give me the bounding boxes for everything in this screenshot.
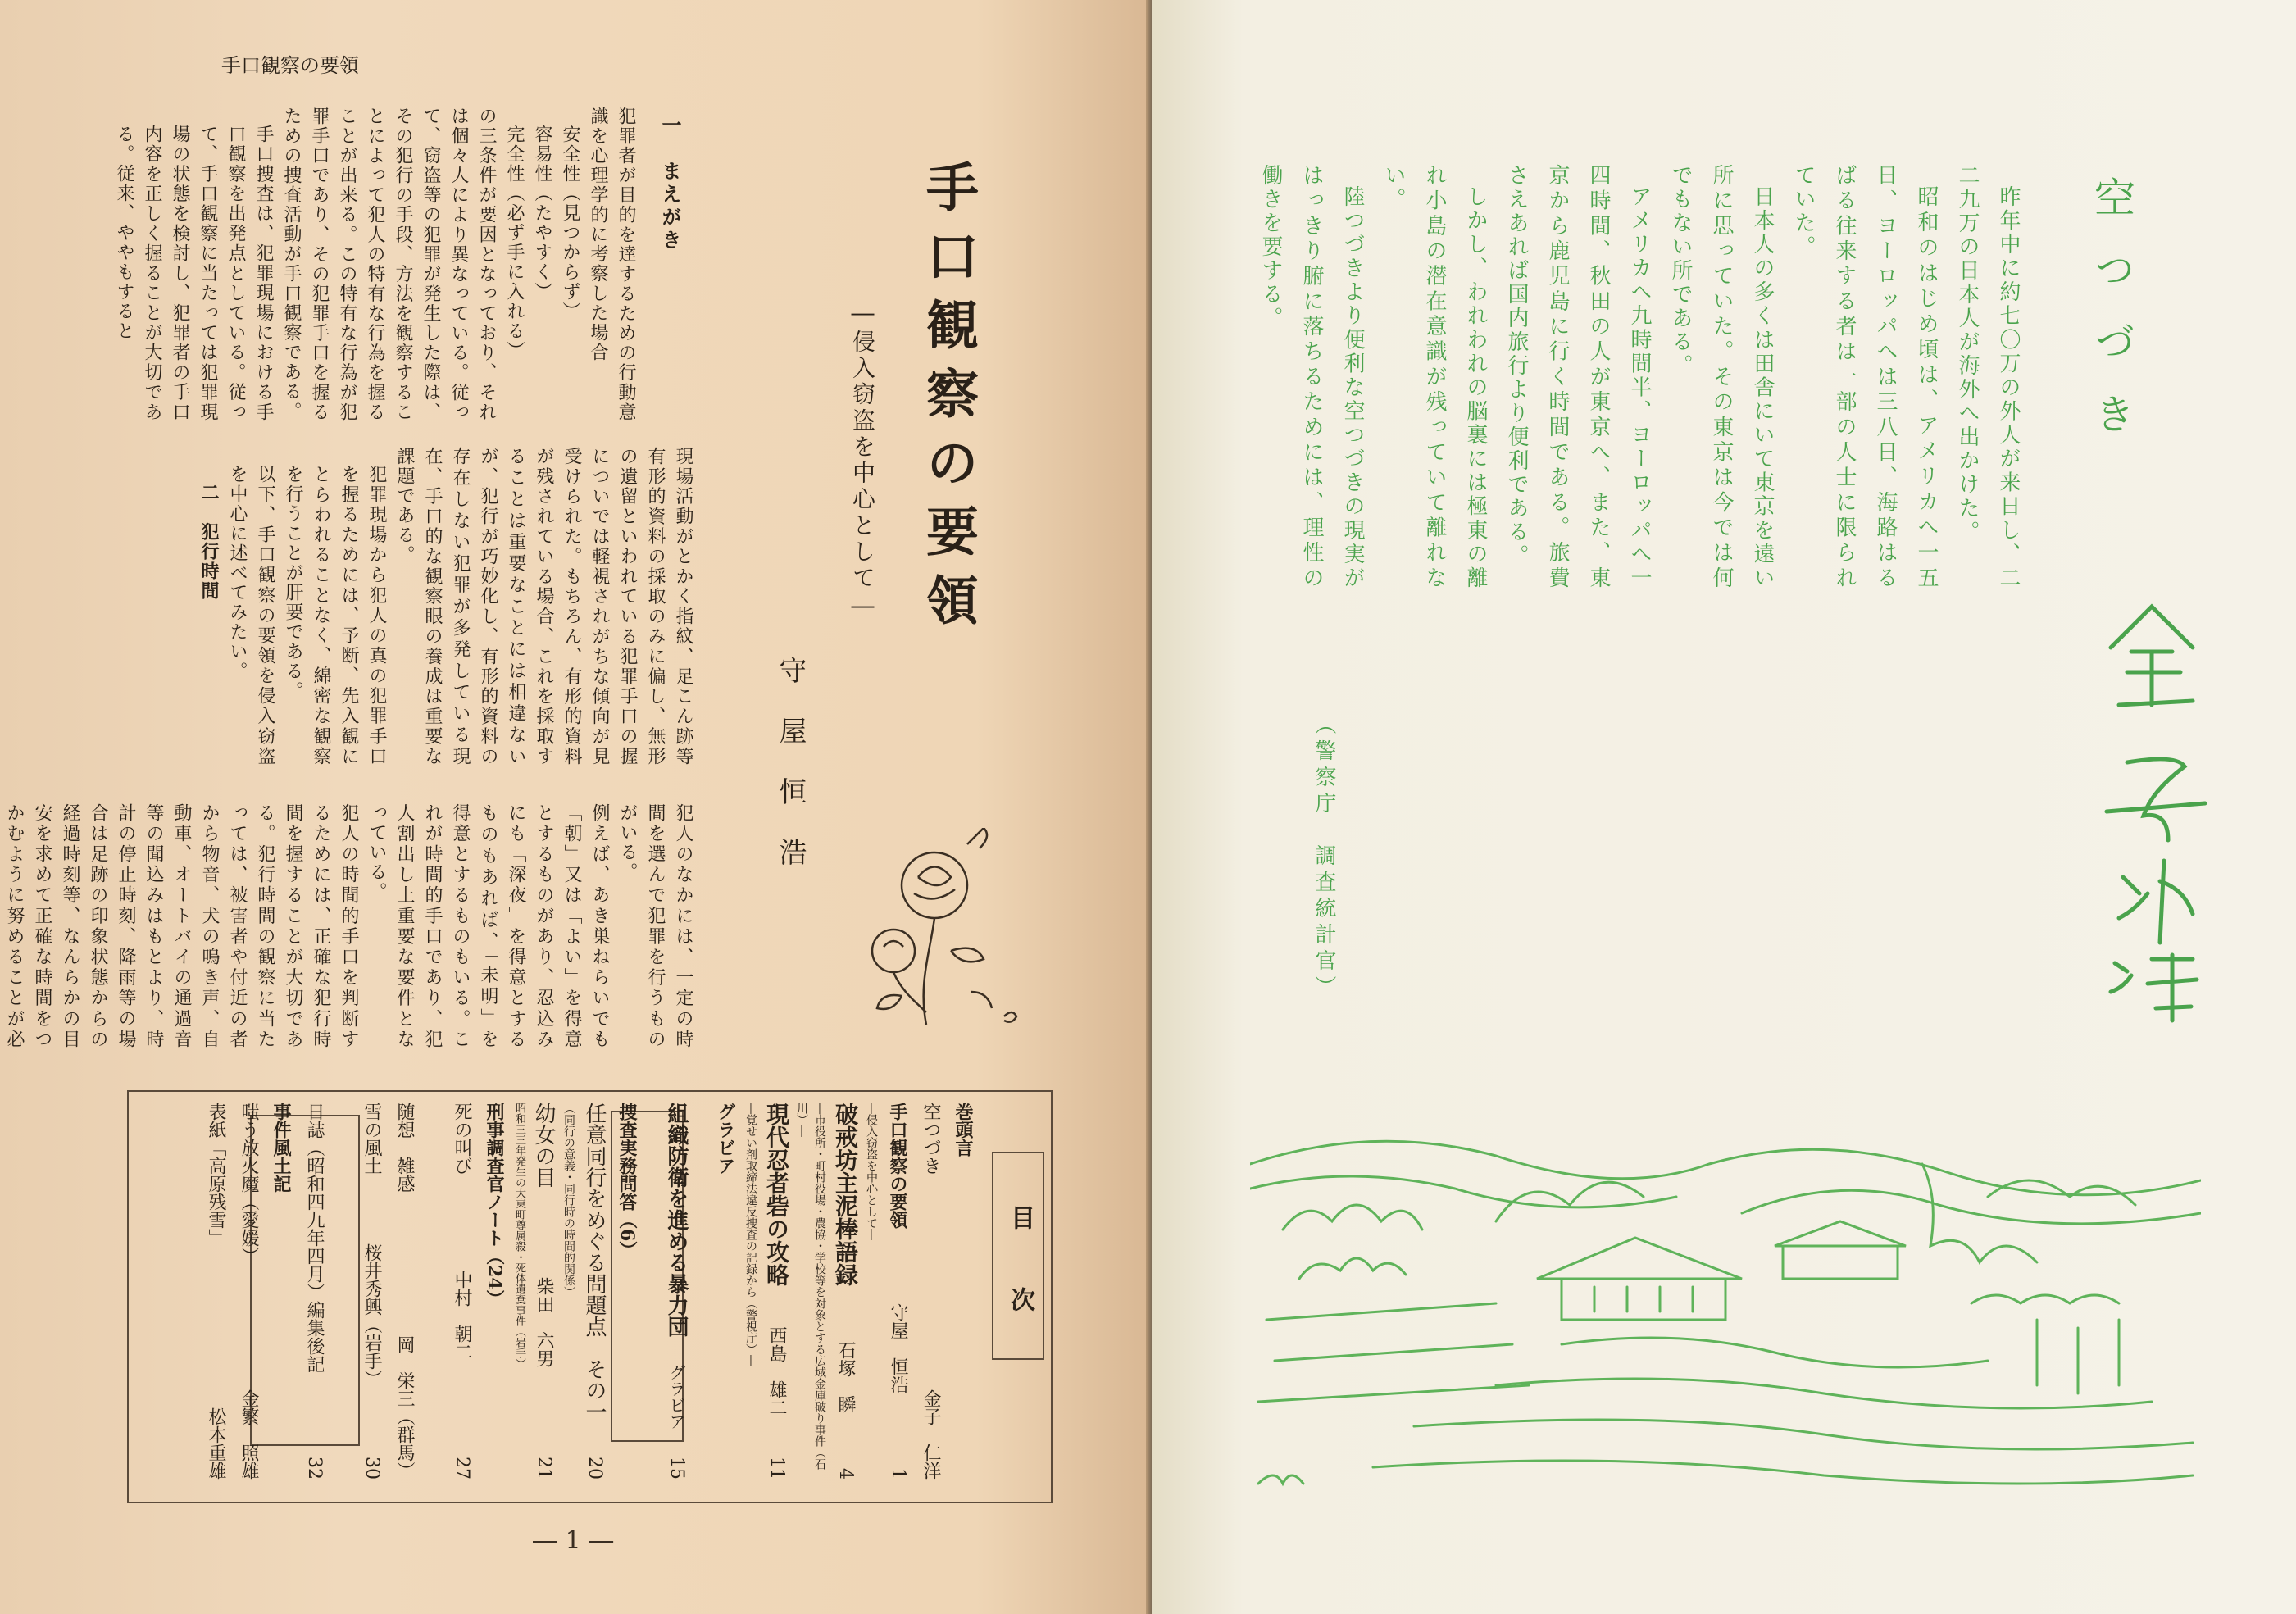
paragraph: 昨年中に約七〇万の外人が来日し、二二九万の日本人が海外へ出かけた。 bbox=[1955, 164, 2021, 590]
article-subtitle: ―侵入窃盗を中心として― bbox=[849, 299, 876, 622]
toc-item[interactable]: 死の叫び 中村 朝二 27 bbox=[452, 1103, 472, 1480]
toc-item-sub: ―覚せい剤取締法違反捜査の記録から（警視庁）― bbox=[744, 1103, 757, 1366]
right-page bbox=[1152, 0, 2296, 1614]
toc-item[interactable]: 嗤う放火魔（愛媛） 金繁 照雄 bbox=[239, 1103, 259, 1480]
section1-heading: 一 まえがき bbox=[658, 115, 682, 252]
paragraph: 犯罪現場から犯人の真の犯罪手口を握るためには、予断、先入観にとらわれることなく、綿密な観察を行うことが肝要である。 bbox=[283, 465, 387, 766]
toc-list bbox=[127, 1103, 980, 1488]
toc-item[interactable]: 刑事調査官ノート（24） bbox=[484, 1103, 505, 1308]
toc-item[interactable]: 空つづき 金子 仁洋 bbox=[921, 1103, 941, 1480]
toc-item-sub: 昭和三三年発生の大東町尊属殺・死体遺棄事件（岩手） bbox=[513, 1103, 525, 1369]
paragraph: 容易性（たやすく） bbox=[532, 125, 552, 302]
toc-item-sub: ―侵入窃盗を中心として― bbox=[865, 1103, 878, 1240]
toc-item[interactable]: 任意同行をめぐる問題点 その一 20 bbox=[582, 1103, 607, 1480]
toc-item[interactable]: 雪の風土 桜井秀興（岩手） 30 bbox=[361, 1103, 382, 1480]
paragraph: しかし、われわれの脳裏には極東の離れ小島の潜在意識が残っていて離れない。 bbox=[1381, 164, 1488, 590]
page-number: ― 1 ― bbox=[533, 1526, 614, 1555]
landscape-illustration bbox=[1250, 1115, 2201, 1500]
paragraph: 完全性（必ず手に入れる） bbox=[504, 125, 525, 361]
article-author: 守屋恒浩 bbox=[774, 656, 807, 898]
toc-item[interactable]: 日誌（昭和四九年四月）編集後記 32 bbox=[304, 1103, 325, 1480]
toc-item[interactable]: グラビア bbox=[715, 1103, 736, 1175]
paragraph: 以下、手口観察の要領を侵入窃盗を中心に述べてみたい。 bbox=[227, 465, 275, 766]
paragraph: 陸つづきより便利な空つづきの現実がはっきり腑に落ちるためには、理性の働きを要する。 bbox=[1258, 164, 1365, 590]
article-title: 手口観察の要領 bbox=[917, 160, 979, 642]
paragraph: 昭和のはじめ頃は、アメリカへ一五日、ヨーロッパへは三八日、海路はるばる往来する者は一部の人士に限られていた。 bbox=[1791, 164, 1939, 590]
column3-body bbox=[4, 803, 697, 1049]
toc-item[interactable]: 巻頭言 bbox=[952, 1103, 974, 1157]
rose-illustration bbox=[844, 828, 1025, 1033]
toc-item[interactable]: 破戒坊主泥棒語録 石塚 瞬 4 bbox=[832, 1103, 859, 1480]
author-affiliation: （警察庁 調査統計官） bbox=[1312, 713, 1336, 1002]
toc-item[interactable]: 随想 雑感 岡 栄三（群馬） bbox=[394, 1103, 415, 1480]
toc-item[interactable]: 手口観察の要領 守屋 恒浩 1 bbox=[887, 1103, 908, 1480]
paragraph: 犯人のなかには、一定の時間を選んで犯罪を行うものがいる。 bbox=[617, 803, 693, 1049]
running-head: 手口観察の要領 bbox=[221, 54, 359, 77]
toc-item-sub: （同行の意義・同行時の時間的関係） bbox=[562, 1103, 575, 1298]
paragraph: 例えば、あき巣ねらいでも「朝」又は「よい」を得意とするものがあり、忍込みにも「深夜」を得意とするものもあれば、「未明」を得意とするものもいる。これが時間的手口であり、犯人割出し上重要な要件となっている。 bbox=[366, 803, 610, 1049]
essay-body bbox=[1258, 164, 2029, 590]
section2-heading: 二 犯行時間 bbox=[198, 483, 220, 601]
paragraph: 現場活動がとかく指紋、足こん跡等有形的資料の採取のみに偏し、無形の遺留といわれている犯罪手口の握についでは軽視されがちな傾向が見受けられた。もちろん、有形的資料が残されている場合、これを採取することは重要なことには相違ないが、犯行が巧妙化し、有形的資料の存在しない犯罪が多発している現在、手口的な観察眼の養成は重要な課題である。 bbox=[394, 447, 693, 766]
toc-item-sub: ―市役所・町村役場・農協・学校等を対象とする広域金庫破り事件（石川）― bbox=[795, 1103, 826, 1470]
toc-item[interactable]: 表紙「高原残雪」 松本重雄 bbox=[206, 1103, 226, 1480]
toc-item[interactable]: 現代忍者砦の攻略 西島 雄二 11 bbox=[763, 1103, 790, 1480]
column2-body bbox=[107, 447, 697, 766]
paragraph: 犯人の時間的手口を判断するためには、正確な犯行時間を握することが大切である。犯行時間の観察に当たっては、被害者や付近の者から物音、犬の鳴き声、自動車、オートバイの通過音等の聞込みはもとより、時計の停止時刻、降雨等の場合は足跡の印象状態からの経過時刻等、なんらかの目安を求めて正確な時間をつかむように努めることが必 bbox=[4, 803, 359, 1049]
paragraph: 犯罪者が目的を達するための行動意識を心理学的に考察した場合 bbox=[588, 107, 636, 422]
section1-body bbox=[107, 107, 639, 422]
essay-title: 空つづき bbox=[2088, 176, 2135, 465]
paragraph: 安全性（見つからず） bbox=[560, 125, 580, 321]
signature bbox=[2094, 598, 2217, 1025]
paragraph: 手口捜査は、犯罪現場における手口観察を出発点としている。従って、手口観察に当たっては犯罪現場の状態を検討し、犯罪者の手口内容を正しく握ることが大切である。従来、ややもすると bbox=[114, 125, 274, 422]
toc-heading: 目 次 bbox=[1006, 1205, 1034, 1328]
toc-item[interactable]: 事件風土記 bbox=[271, 1103, 292, 1193]
paragraph: アメリカへ九時間半、ヨーロッパへ一四時間、秋田の人が東京へ、また、東京から鹿児島に行く時間である。旅費さえあれば国内旅行より便利である。 bbox=[1504, 164, 1652, 590]
toc-item[interactable]: 幼女の目 柴田 六男 21 bbox=[531, 1103, 556, 1480]
toc-item[interactable]: 捜査実務問答（6） bbox=[616, 1103, 638, 1260]
paragraph: の三条件が要因となっており、それは個々人により異なっている。従って、窃盗等の犯罪が発生した際は、その犯行の手段、方法を観察することによって犯人の特有な行為を握ることが出来る。この特有な行為が犯罪手口であり、その犯罪手口を握るための捜査活動が手口観察である。 bbox=[281, 107, 497, 423]
paragraph: 日本人の多くは田舎にいて東京を遠い所に思っていた。その東京は今では何でもない所である。 bbox=[1668, 164, 1775, 590]
toc-item[interactable]: 組織防衛を進める暴力団 グラビア 15 bbox=[664, 1103, 689, 1480]
